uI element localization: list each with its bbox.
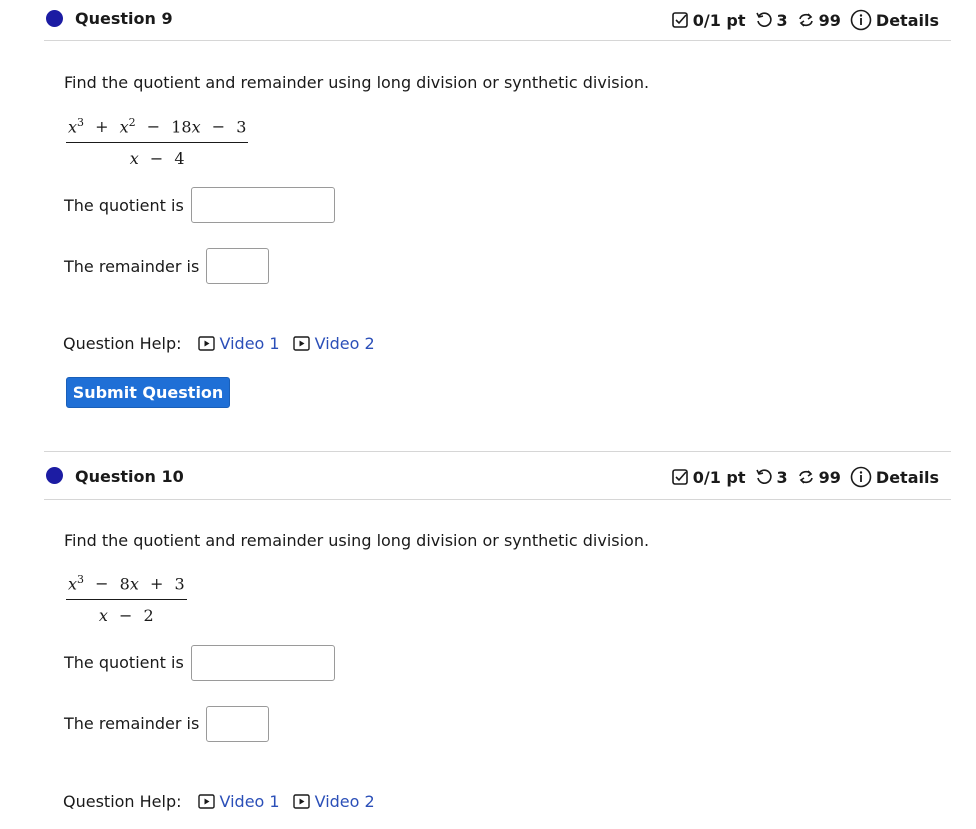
remainder-label: The remainder is bbox=[64, 257, 200, 276]
remainder-label: The remainder is bbox=[64, 714, 200, 733]
play-icon bbox=[198, 794, 215, 809]
details-label: Details bbox=[875, 10, 939, 30]
quotient-label: The quotient is bbox=[64, 196, 184, 215]
attempts-icon bbox=[797, 11, 815, 29]
details-label: Details bbox=[875, 467, 939, 487]
info-icon bbox=[850, 9, 872, 31]
question-10-header bbox=[44, 451, 951, 500]
division-expression bbox=[66, 573, 187, 625]
remainder-input[interactable] bbox=[206, 706, 269, 742]
question-title: Question 9 bbox=[75, 9, 173, 28]
retry-icon bbox=[755, 468, 773, 486]
retries-count: 3 bbox=[776, 467, 788, 487]
question-help bbox=[63, 792, 375, 811]
question-prompt: Find the quotient and remainder using long division or synthetic division. bbox=[64, 73, 650, 92]
video-1-link[interactable]: Video 1 bbox=[198, 334, 280, 353]
play-icon bbox=[293, 336, 310, 351]
retries-count: 3 bbox=[776, 10, 788, 30]
info-icon bbox=[850, 466, 872, 488]
question-title: Question 10 bbox=[75, 467, 184, 486]
score-text: 0/1 pt bbox=[692, 10, 746, 30]
video-2-link[interactable]: Video 2 bbox=[293, 792, 375, 811]
question-prompt: Find the quotient and remainder using long division or synthetic division. bbox=[64, 531, 650, 550]
quotient-input[interactable] bbox=[191, 645, 335, 681]
details-button[interactable] bbox=[850, 466, 939, 488]
attempts-count: 99 bbox=[818, 10, 841, 30]
video-2-link[interactable]: Video 2 bbox=[293, 334, 375, 353]
help-label: Question Help: bbox=[63, 792, 182, 811]
denominator: x − 2 bbox=[98, 606, 154, 626]
attempts-icon bbox=[797, 468, 815, 486]
video-1-link[interactable]: Video 1 bbox=[198, 792, 280, 811]
play-icon bbox=[293, 794, 310, 809]
retry-icon bbox=[755, 11, 773, 29]
question-meta bbox=[671, 9, 939, 31]
play-icon bbox=[198, 336, 215, 351]
numerator: $x^3 + x^2 - 18x - 3$ bbox=[68, 116, 247, 137]
checkbox-score-icon bbox=[671, 468, 689, 486]
numerator: $x^3 - 8x + 3$ bbox=[68, 573, 185, 594]
question-help bbox=[63, 334, 375, 353]
quotient-label: The quotient is bbox=[64, 653, 184, 672]
status-dot-icon bbox=[46, 10, 63, 27]
attempts-count: 99 bbox=[818, 467, 841, 487]
score-text: 0/1 pt bbox=[692, 467, 746, 487]
checkbox-score-icon bbox=[671, 11, 689, 29]
status-dot-icon bbox=[46, 467, 63, 484]
question-meta bbox=[671, 466, 939, 488]
help-label: Question Help: bbox=[63, 334, 182, 353]
denominator: x − 4 bbox=[129, 149, 185, 169]
question-9-header bbox=[44, 0, 951, 41]
quotient-input[interactable] bbox=[191, 187, 335, 223]
division-expression bbox=[66, 116, 248, 168]
submit-question-button[interactable]: Submit Question bbox=[66, 377, 230, 408]
remainder-input[interactable] bbox=[206, 248, 269, 284]
details-button[interactable] bbox=[850, 9, 939, 31]
